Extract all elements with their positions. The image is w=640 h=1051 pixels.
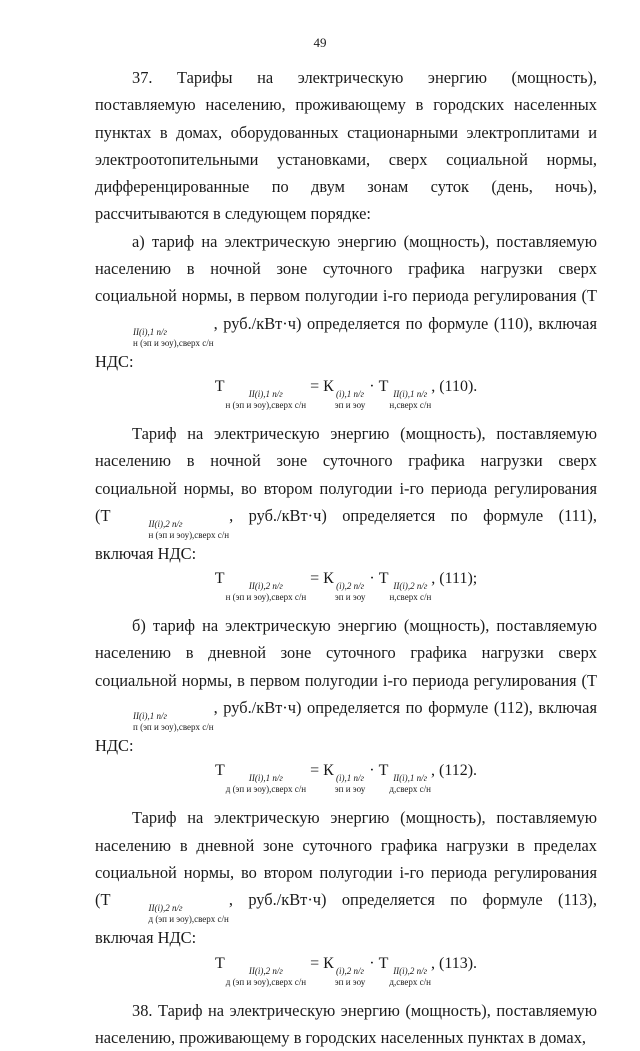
paragraph-day-h2: Тариф на электрическую энергию (мощность), поставляемую населению в дневной зоне суточного графика нагрузки в пределах социальной нормы, во втором полугодии i-го периода регулирования (Т II(i),2 п/г д (эп и эоу),сверх с/н , руб./кВт·ч) определяется по формуле (113), включая НДС: xyxy=(95,808,597,948)
page-number: 49 xyxy=(313,35,327,50)
paragraph-37: 37. Тарифы на электрическую энергию (мощность), поставляемую населению, проживающему в городских населенных пунктах в домах, оборудованных стационарными электроплитами и электроотопительными установками, сверх социальной нормы, дифференцированные по двум зонам суток (день, ночь), рассчитываются в следующем порядке: xyxy=(95,68,597,224)
symbol-day-h2: Т II(i),2 п/г д (эп и эоу),сверх с/н xyxy=(100,890,229,925)
formula-number-112: (112). xyxy=(438,762,478,780)
paragraph-night-h2: Тариф на электрическую энергию (мощность), поставляемую населению в ночной зоне суточного графика нагрузки сверх социальной нормы, во втором полугодии i-го периода регулирования (Т II(i),2 п/г н (эп и эоу),сверх с/н , руб./кВт·ч) определяется по формуле (111), включая НДС: xyxy=(95,423,597,563)
formula-number-111: (111); xyxy=(439,570,478,588)
symbol-night-h1: Т II(i),1 п/г н (эп и эоу),сверх с/н xyxy=(133,286,597,348)
formula-112: Т II(i),1 п/г д (эп и эоу),сверх с/н = К (i),1 п/г эп и эоу · Т II(i),1 п/г д,сверх с/н , (112). xyxy=(214,762,478,795)
formula-111: Т II(i),2 п/г н (эп и эоу),сверх с/н = К (i),2 п/г эп и эоу · Т II(i),2 п/г н,сверх с/н , (111); xyxy=(214,570,478,603)
symbol-day-h1: Т II(i),1 п/г п (эп и эоу),сверх с/н xyxy=(133,670,597,733)
symbol-night-h2: Т II(i),2 п/г н (эп и эоу),сверх с/н xyxy=(100,505,230,540)
paragraph-a: а) тариф на электрическую энергию (мощность), поставляемую населению в ночной зоне суточного графика нагрузки сверх социальной нормы, в первом полугодии i-го периода регулирования (Т II(i),1 п/г н (эп и эоу),сверх с/н , руб./кВт·ч) определяется по формуле (110), включая НДС: xyxy=(95,231,597,371)
document-body xyxy=(95,64,597,1051)
paragraph-a-end: руб./кВт·ч) определяется по формуле (110), включая НДС: xyxy=(95,313,597,371)
formula-110: Т II(i),1 п/г н (эп и эоу),сверх с/н = К (i),1 п/г эп и эоу · Т II(i),1 п/г н,сверх с/н , (110). xyxy=(214,377,478,410)
formula-number-110: (110). xyxy=(439,377,478,395)
paragraph-38: 38. Тариф на электрическую энергию (мощность), поставляемую населению, проживающему в городских населенных пунктах в домах, xyxy=(95,1000,597,1047)
paragraph-b: б) тариф на электрическую энергию (мощность), поставляемую населению в дневной зоне суточного графика нагрузки сверх социальной нормы, в первом полугодии i-го периода регулирования (Т II(i),1 п/г п (эп и эоу),сверх с/н , руб./кВт·ч) определяется по формуле (112), включая НДС: xyxy=(95,616,597,756)
paragraph-a-text: а) тариф на электрическую энергию (мощность), поставляемую населению в ночной зоне суточного графика нагрузки сверх социальной нормы, в первом полугодии i-го периода регулирования ( xyxy=(95,231,597,306)
formula-113: Т II(i),2 п/г д (эп и эоу),сверх с/н = К (i),2 п/г эп и эоу · Т II(i),2 п/г д,сверх с/н , (113). xyxy=(214,954,478,987)
formula-number-113: (113). xyxy=(438,954,478,972)
